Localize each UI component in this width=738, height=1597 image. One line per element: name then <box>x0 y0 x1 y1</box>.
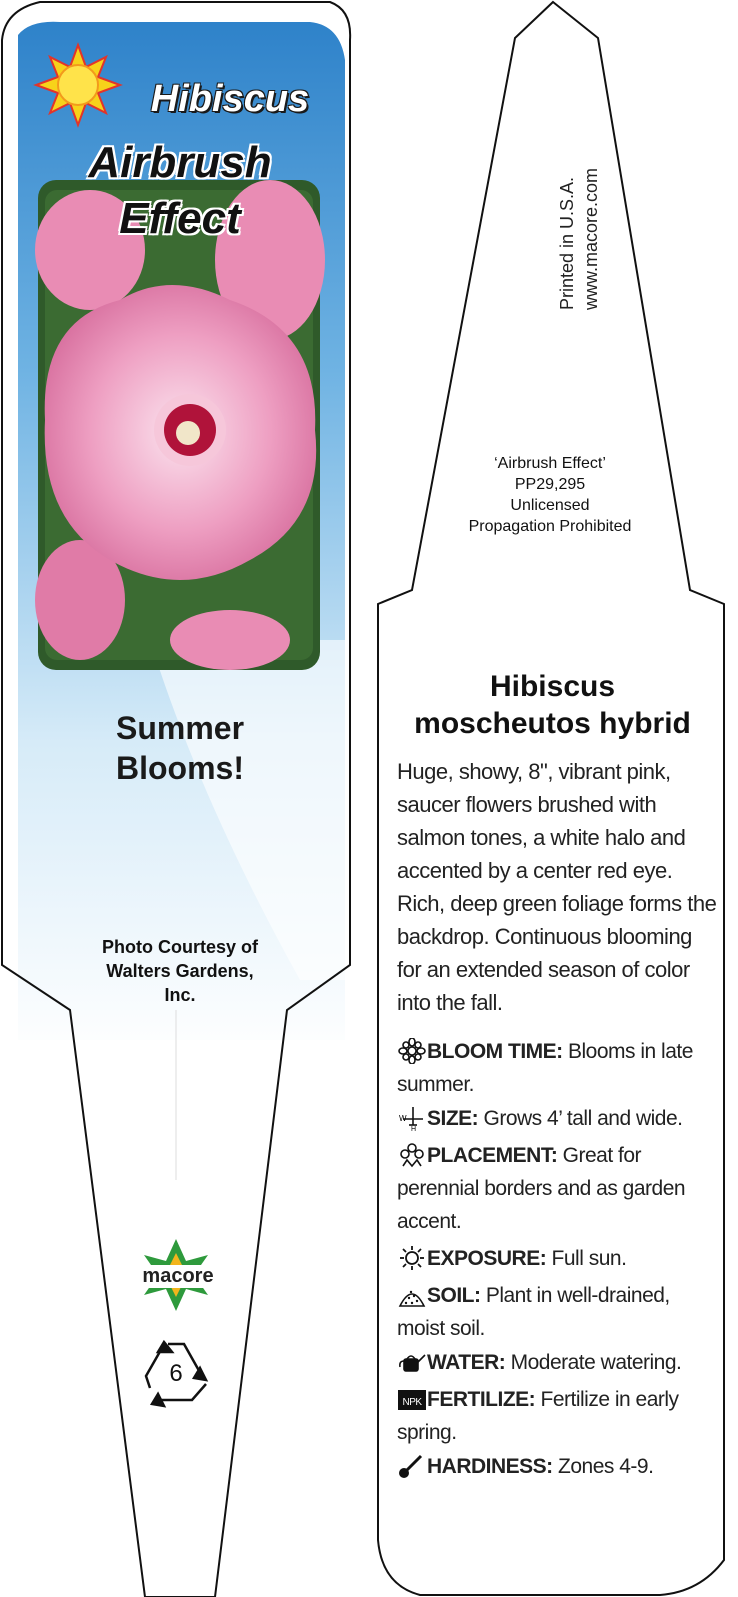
printed-line-2: www.macore.com <box>581 167 601 310</box>
thermometer-icon <box>397 1453 427 1479</box>
flower-icon <box>397 1038 427 1064</box>
attribute-label: BLOOM TIME: <box>427 1040 563 1063</box>
attribute-label: SOIL: <box>427 1284 481 1307</box>
plant-description: Huge, showy, 8", vibrant pink, saucer flowers brushed with salmon tones, a white halo and accented by a center red eye. Rich, deep green foliage forms the backdrop. Continuous blooming for an extended season of color into the fall. <box>397 759 717 1015</box>
credit-line-1: Photo Courtesy of <box>102 937 258 957</box>
soil-icon <box>397 1282 427 1308</box>
genus-title: Hibiscus <box>150 78 310 120</box>
printed-info <box>555 110 615 310</box>
attribute-label: PLACEMENT: <box>427 1144 558 1167</box>
cultivar-line-2: Effect <box>119 194 241 243</box>
attribute-water <box>397 1346 717 1379</box>
attribute-label: EXPOSURE: <box>427 1247 547 1270</box>
cultivar-line-1: Airbrush <box>88 138 272 187</box>
size-icon <box>397 1105 427 1131</box>
botanical-name-line-1: Hibiscus <box>489 670 616 703</box>
botanical-name <box>385 668 720 742</box>
sun-icon <box>397 1245 427 1271</box>
patent-notice <box>430 453 670 537</box>
svg-text:W: W <box>399 1114 407 1123</box>
attribute-text: Fertilize in early spring. <box>397 1388 679 1444</box>
attribute-label: WATER: <box>427 1351 506 1374</box>
photo-credit <box>60 935 300 1007</box>
patent-line-4: Propagation Prohibited <box>468 518 632 535</box>
cultivar-title <box>50 135 310 247</box>
tagline-line-2: Blooms! <box>116 750 244 786</box>
attribute-text: Grows 4’ tall and wide. <box>478 1107 683 1130</box>
botanical-name-line-2: moscheutos hybrid <box>414 707 691 740</box>
credit-line-3: Inc. <box>164 985 196 1005</box>
attribute-label: SIZE: <box>427 1107 479 1130</box>
npk-icon <box>397 1386 427 1412</box>
recycle-code: 6 <box>169 1360 183 1387</box>
patent-line-1: ‘Airbrush Effect’ <box>494 455 606 472</box>
attribute-text: Plant in well-drained, moist soil. <box>397 1284 670 1340</box>
tagline <box>60 708 300 788</box>
attribute-size <box>397 1102 717 1135</box>
attribute-soil <box>397 1279 717 1345</box>
placement-icon <box>397 1142 427 1168</box>
patent-line-2: PP29,295 <box>514 476 586 493</box>
tagline-line-1: Summer <box>115 710 245 746</box>
watering-can-icon <box>397 1349 427 1375</box>
attribute-label: FERTILIZE: <box>427 1388 536 1411</box>
attribute-text: Blooms in late summer. <box>397 1040 693 1096</box>
attribute-text: Zones 4-9. <box>552 1455 654 1478</box>
printed-line-1: Printed in U.S.A. <box>557 176 577 310</box>
hibiscus-photo <box>35 180 325 690</box>
attribute-label: HARDINESS: <box>427 1455 553 1478</box>
attribute-text: Great for perennial borders and as garden accent. <box>397 1144 686 1233</box>
macore-logo-text: macore <box>136 1265 220 1288</box>
attribute-hardiness <box>397 1450 717 1483</box>
svg-text:H: H <box>411 1126 416 1131</box>
svg-text:NPK: NPK <box>402 1397 422 1408</box>
attribute-text: Moderate watering. <box>505 1351 682 1374</box>
attribute-placement <box>397 1139 717 1238</box>
attribute-text: Full sun. <box>546 1247 627 1270</box>
attribute-bloom-time <box>397 1035 717 1101</box>
credit-line-2: Walters Gardens, <box>106 961 254 981</box>
patent-line-3: Unlicensed <box>510 497 590 514</box>
attribute-fertilize <box>397 1383 717 1449</box>
attribute-exposure <box>397 1242 717 1275</box>
